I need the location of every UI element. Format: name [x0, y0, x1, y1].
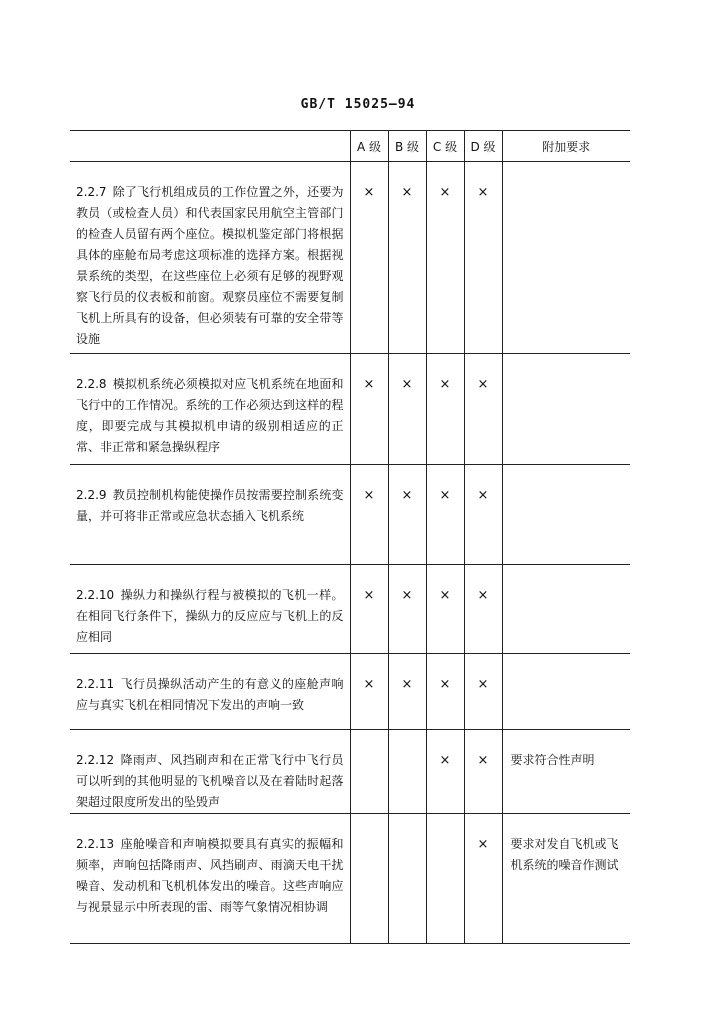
- table-header-row: [70, 131, 630, 162]
- level-a-mark: [350, 730, 388, 814]
- level-d-mark: ×: [464, 654, 502, 730]
- clause-number: 2.2.10: [76, 588, 115, 602]
- header-requirement-blank: [70, 131, 350, 162]
- level-a-mark: ×: [350, 565, 388, 654]
- level-b-mark: ×: [388, 465, 426, 565]
- clause-number: 2.2.12: [76, 753, 115, 767]
- table-row: [70, 354, 630, 465]
- level-d-mark: ×: [464, 354, 502, 465]
- clause-cell: [70, 814, 350, 944]
- clause-cell: [70, 654, 350, 730]
- clause-number: 2.2.11: [76, 677, 115, 691]
- level-c-mark: ×: [426, 465, 464, 565]
- clause-text: 降雨声、风挡刷声和在正常飞行中飞行员可以听到的其他明显的飞机噪音以及在着陆时起落架超过限度所发出的坠毁声: [76, 753, 344, 809]
- additional-requirement: [502, 162, 630, 354]
- clause-text: 模拟机系统必须模拟对应飞机系统在地面和飞行中的工作情况。系统的工作必须达到这样的程度，即要完成与其模拟机申请的级别相适应的正常、非正常和紧急操纵程序: [76, 377, 344, 454]
- header-level-a: A 级: [350, 131, 388, 162]
- clause-text: 飞行员操纵活动产生的有意义的座舱声响应与真实飞机在相同情况下发出的声响一致: [76, 677, 344, 712]
- clause-number: 2.2.8: [76, 377, 107, 391]
- level-a-mark: ×: [350, 654, 388, 730]
- header-level-b: B 级: [388, 131, 426, 162]
- level-a-mark: ×: [350, 162, 388, 354]
- table-row: [70, 465, 630, 565]
- level-b-mark: ×: [388, 162, 426, 354]
- table-row: [70, 162, 630, 354]
- level-b-mark: ×: [388, 654, 426, 730]
- clause-cell: [70, 354, 350, 465]
- clause-text: 除了飞行机组成员的工作位置之外，还要为教员（或检查人员）和代表国家民用航空主管部门的检查人员留有两个座位。模拟机鉴定部门将根据具体的座舱布局考虑这项标准的选择方案。根据视景系统的类型，在这些座位上必须有足够的视野观察飞行员的仪表板和前窗。观察员座位不需要复制飞机上所具有的设备，但必须装有可靠的安全带等设施: [76, 185, 344, 346]
- level-a-mark: [350, 814, 388, 944]
- clause-number: 2.2.7: [76, 185, 107, 199]
- level-b-mark: ×: [388, 565, 426, 654]
- level-d-mark: ×: [464, 465, 502, 565]
- level-b-mark: ×: [388, 354, 426, 465]
- clause-text: 操纵力和操纵行程与被模拟的飞机一样。在相同飞行条件下，操纵力的反应应与飞机上的反应相同: [76, 588, 344, 644]
- header-level-c: C 级: [426, 131, 464, 162]
- level-a-mark: ×: [350, 354, 388, 465]
- clause-number: 2.2.9: [76, 488, 107, 502]
- level-b-mark: [388, 730, 426, 814]
- level-c-mark: [426, 814, 464, 944]
- clause-cell: [70, 465, 350, 565]
- document-header: GB/T 15025—94: [300, 97, 416, 112]
- additional-requirement: 要求符合性声明: [502, 730, 630, 814]
- additional-requirement: [502, 354, 630, 465]
- additional-requirement: 要求对发自飞机或飞机系统的噪音作测试: [502, 814, 630, 944]
- level-c-mark: ×: [426, 565, 464, 654]
- table-row: [70, 730, 630, 814]
- level-c-mark: ×: [426, 654, 464, 730]
- level-c-mark: ×: [426, 730, 464, 814]
- level-d-mark: ×: [464, 565, 502, 654]
- level-c-mark: ×: [426, 162, 464, 354]
- clause-text: 教员控制机构能使操作员按需要控制系统变量，并可将非正常或应急状态插入飞机系统: [76, 488, 344, 523]
- table-row: [70, 654, 630, 730]
- level-b-mark: [388, 814, 426, 944]
- header-additional-requirements: 附加要求: [502, 131, 630, 162]
- level-d-mark: ×: [464, 730, 502, 814]
- additional-requirement: [502, 565, 630, 654]
- level-d-mark: ×: [464, 814, 502, 944]
- clause-cell: [70, 730, 350, 814]
- table-row: [70, 814, 630, 944]
- level-a-mark: ×: [350, 465, 388, 565]
- level-c-mark: ×: [426, 354, 464, 465]
- header-level-d: D 级: [464, 131, 502, 162]
- additional-requirement: [502, 654, 630, 730]
- level-d-mark: ×: [464, 162, 502, 354]
- clause-number: 2.2.13: [76, 837, 115, 851]
- clause-cell: [70, 162, 350, 354]
- clause-cell: [70, 565, 350, 654]
- table-row: [70, 565, 630, 654]
- requirements-table: [70, 130, 630, 944]
- clause-text: 座舱噪音和声响模拟要具有真实的振幅和频率，声响包括降雨声、风挡刷声、雨滴天电干扰噪音、发动机和飞机机体发出的噪音。这些声响应与视景显示中所表现的雷、雨等气象情况相协调: [76, 837, 344, 914]
- additional-requirement: [502, 465, 630, 565]
